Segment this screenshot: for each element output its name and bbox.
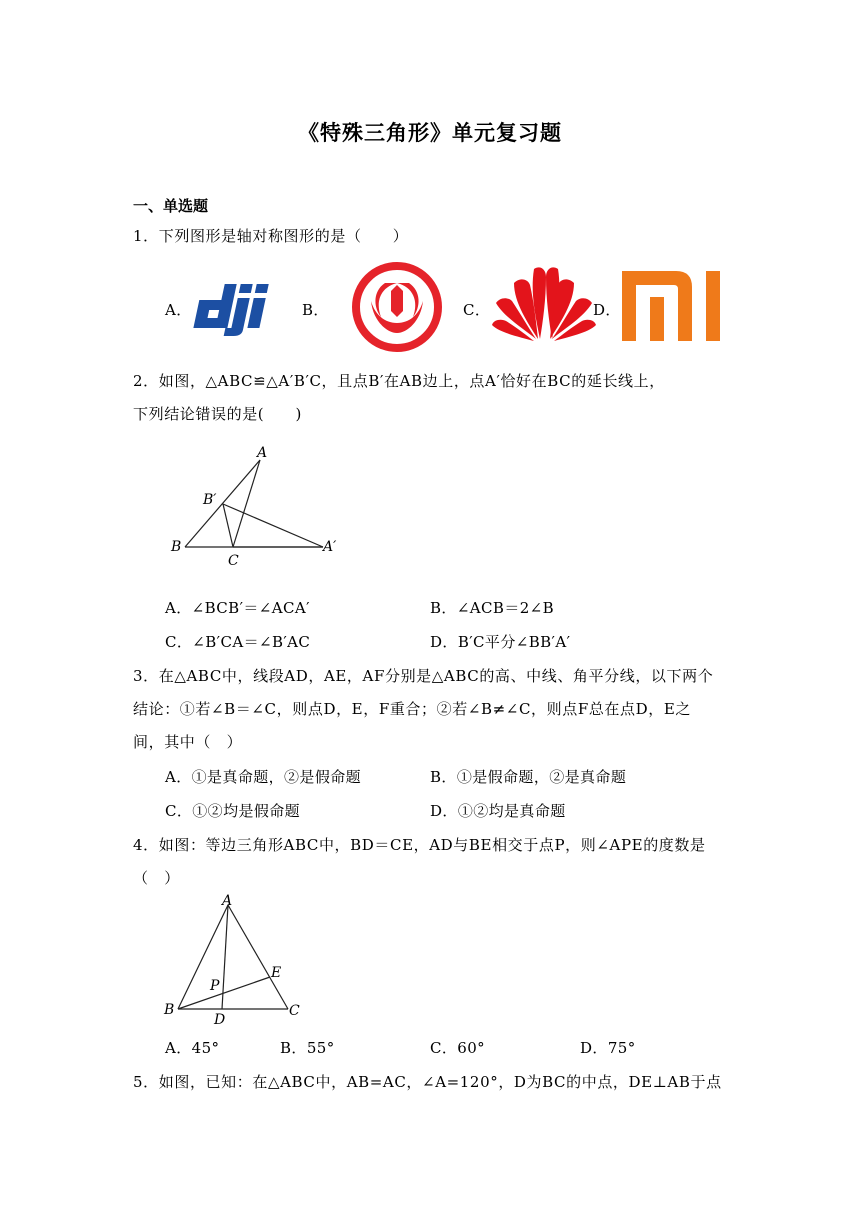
q2-line-bprime-c (223, 504, 233, 547)
q3-option-c: C．①②均是假命题 (165, 802, 301, 820)
q4-option-c: C．60° (430, 1039, 486, 1057)
q3-option-a: A．①是真命题，②是假命题 (165, 768, 362, 786)
q2-option-b: B．∠ACB＝2∠B (430, 599, 555, 617)
q2-line-bprime-aprime (223, 504, 323, 547)
q3-stem-line1: 3．在△ABC中，线段AD，AE，AF分别是△ABC的高、中线、角平分线，以下两个 (133, 667, 714, 685)
q2-label-a-prime: A′ (323, 539, 337, 555)
q2-option-c: C．∠B′CA＝∠B′AC (165, 633, 311, 651)
q2-stem-line1: 2．如图，△ABC≌△A′B′C，且点B′在AB边上，点A′恰好在BC的延长线上， (133, 372, 665, 390)
q4-stem-line1: 4．如图：等边三角形ABC中，BD＝CE，AD与BE相交于点P，则∠APE的度数是 (133, 836, 706, 854)
q3-option-d: D．①②均是真命题 (430, 802, 566, 820)
q1-option-d: D． (593, 301, 621, 319)
q3-stem-line3: 间，其中（ ） (133, 733, 243, 751)
q5-stem-line1: 5．如图，已知：在△ABC中，AB=AC，∠A=120°，D为BC的中点，DE⊥AB于点 (133, 1073, 722, 1091)
q1-option-b: B． (302, 301, 329, 319)
q2-label-a: A (257, 445, 268, 461)
xiaomi-logo (622, 271, 724, 345)
q1-stem: 1．下列图形是轴对称图形的是（ ） (133, 227, 409, 245)
q1-option-c: C． (463, 301, 491, 319)
dongfeng-logo (351, 261, 443, 357)
q2-option-a: A．∠BCB′＝∠ACA′ (165, 599, 310, 617)
q4-label-d: D (214, 1012, 226, 1028)
q4-line-ab (178, 905, 228, 1009)
q2-stem-line2: 下列结论错误的是( ) (133, 405, 302, 423)
q2-label-b-prime: B′ (203, 492, 217, 508)
q2-label-c: C (228, 553, 239, 569)
dji-logo (188, 278, 296, 340)
q4-label-b: B (164, 1002, 175, 1018)
q2-label-b: B (171, 539, 182, 555)
section-heading: 一、单选题 (133, 197, 209, 215)
q2-line-ba (185, 460, 260, 547)
q4-label-c: C (289, 1003, 300, 1019)
q4-option-a: A．45° (165, 1039, 220, 1057)
q4-label-a: A (222, 893, 233, 909)
q4-figure (158, 893, 308, 1032)
q4-line-ac (228, 905, 288, 1009)
q4-label-e: E (271, 965, 282, 981)
q4-label-p: P (210, 978, 220, 994)
q4-option-b: B．55° (280, 1039, 335, 1057)
q3-stem-line2: 结论：①若∠B＝∠C，则点D，E，F重合；②若∠B≠∠C，则点F总在点D，E之 (133, 700, 692, 718)
q4-stem-line2: （ ） (133, 869, 180, 887)
q4-option-d: D．75° (580, 1039, 636, 1057)
q3-option-b: B．①是假命题，②是真命题 (430, 768, 627, 786)
huawei-logo (490, 263, 596, 347)
page-title: 《特殊三角形》单元复习题 (298, 120, 562, 145)
q1-option-a: A． (165, 301, 192, 319)
q2-figure (165, 440, 355, 579)
q2-line-ac (233, 460, 260, 547)
q2-option-d: D．B′C平分∠BB′A′ (430, 633, 571, 651)
